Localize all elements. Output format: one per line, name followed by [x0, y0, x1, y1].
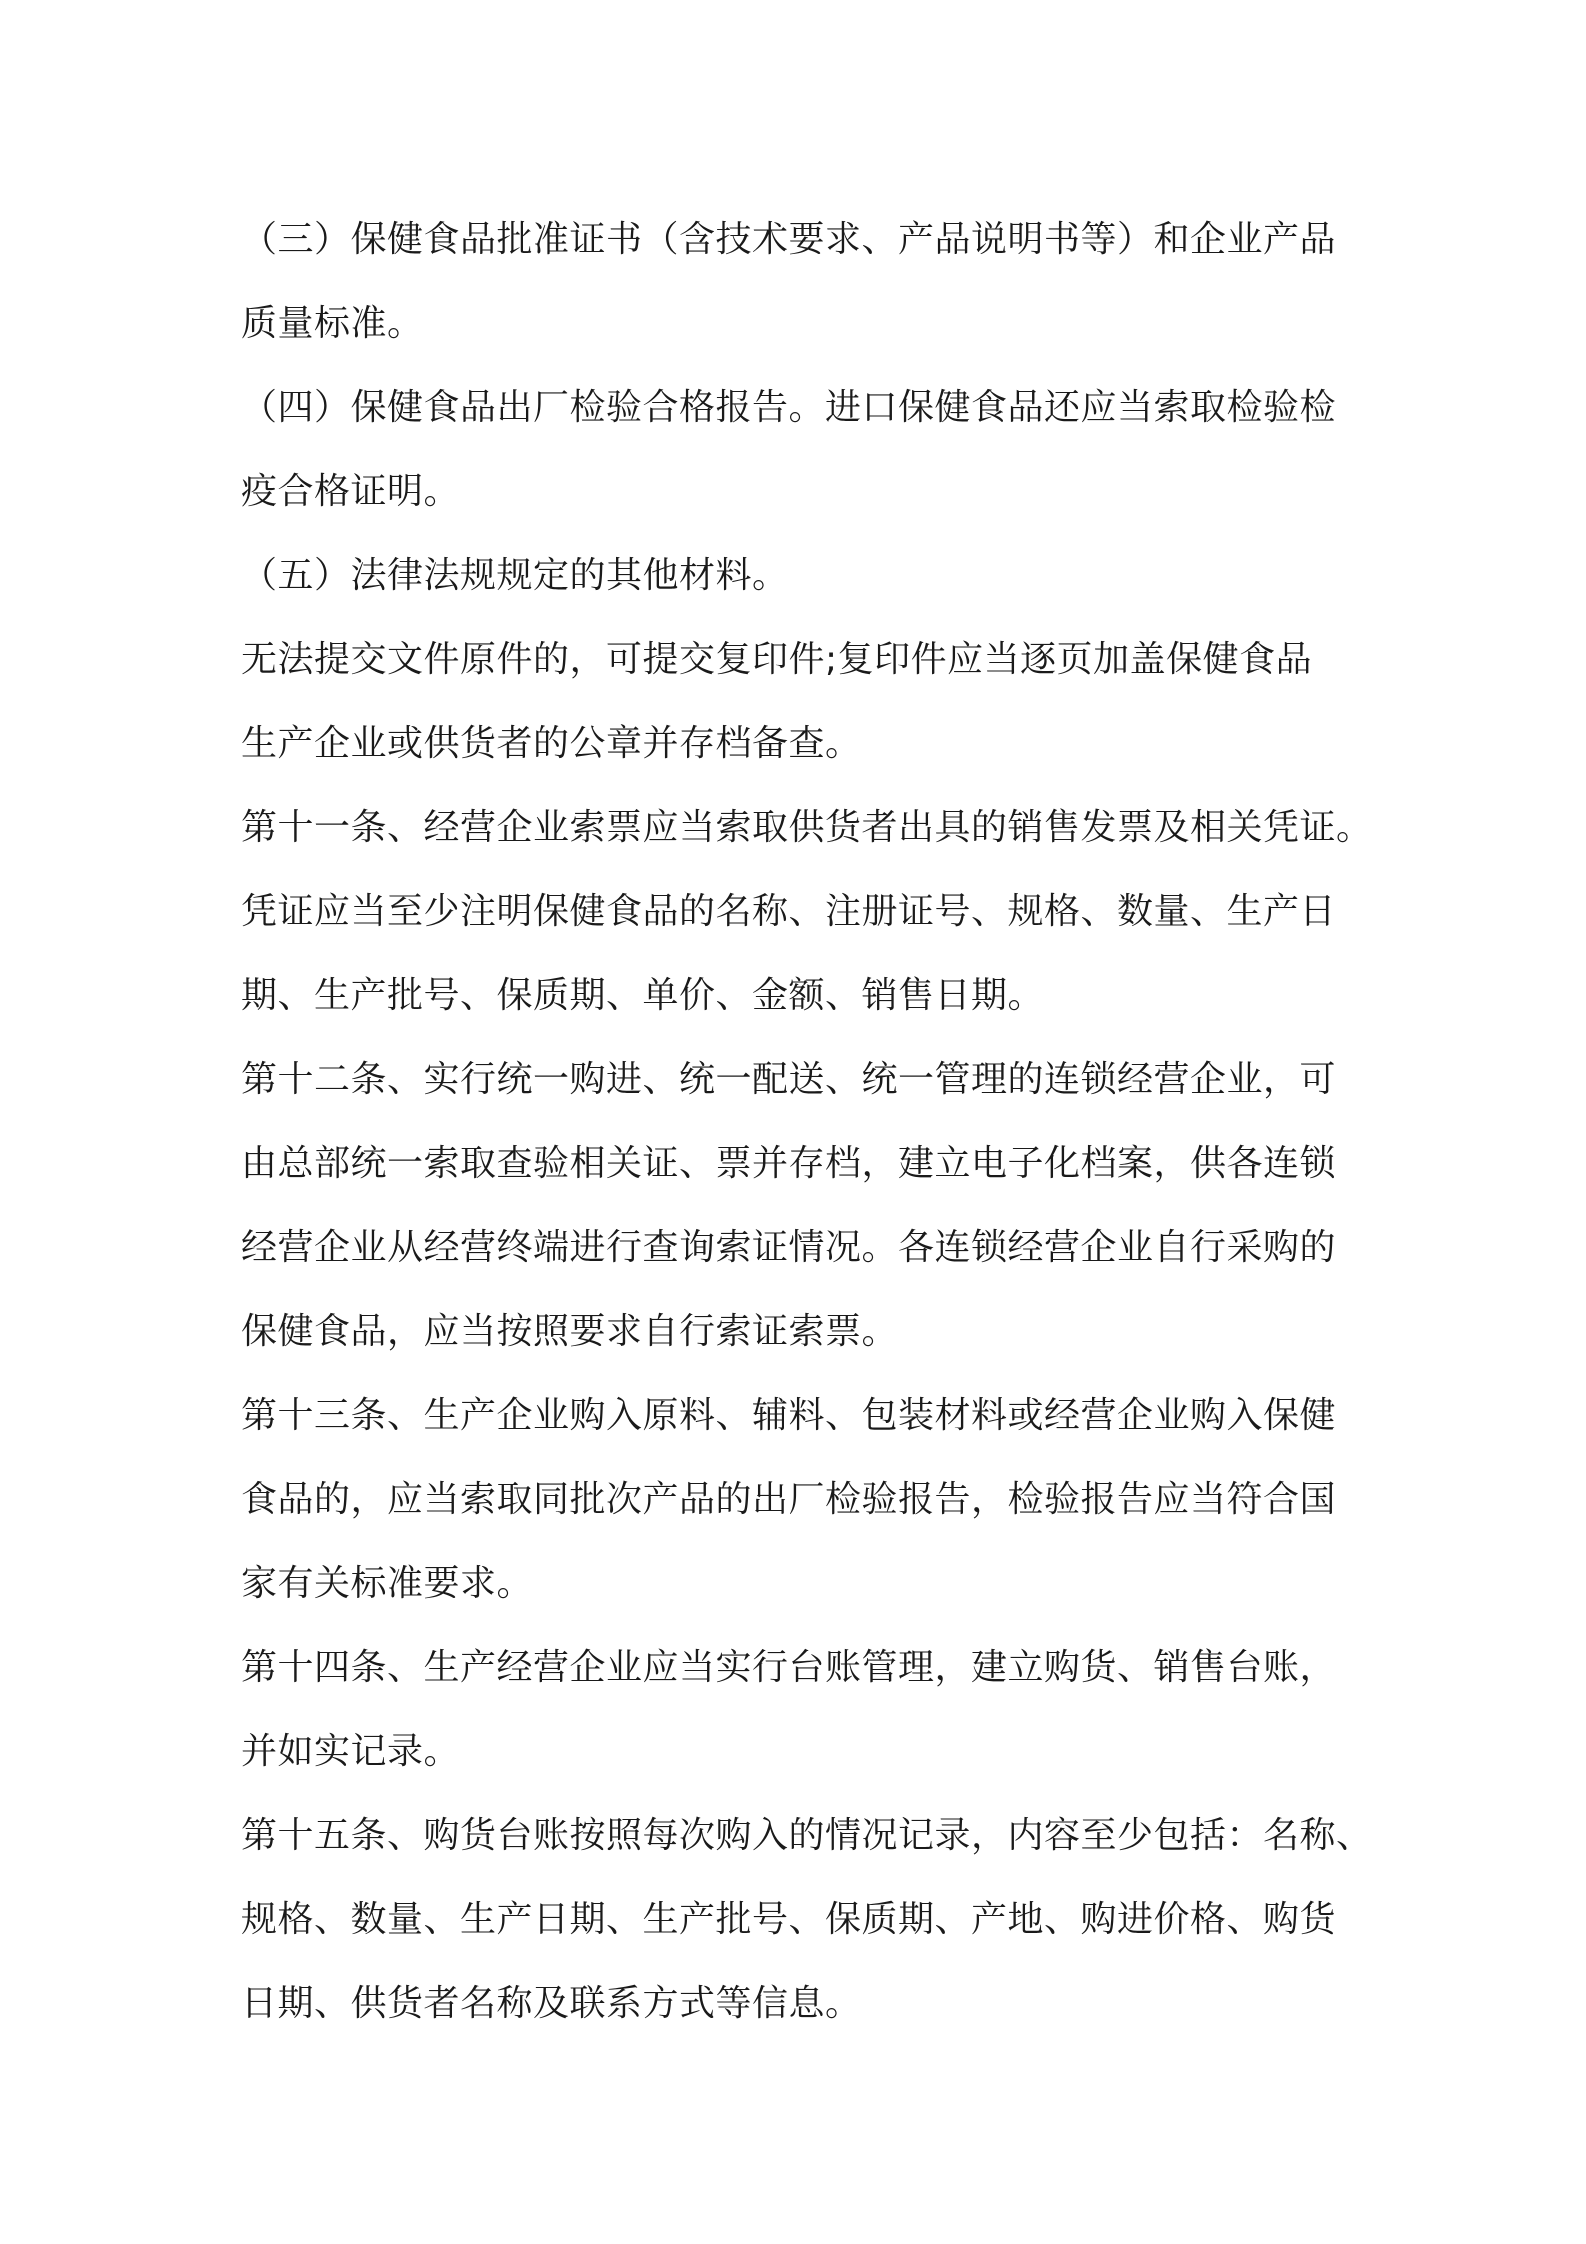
text-line: 质量标准。	[241, 303, 424, 344]
text-line: 生产企业或供货者的公章并存档备查。	[241, 723, 862, 764]
text-line: （四）保健食品出厂检验合格报告。进口保健食品还应当索取检验检	[241, 387, 1337, 428]
text-line: 第十五条、购货台账按照每次购入的情况记录，内容至少包括：名称、	[241, 1815, 1373, 1856]
paragraph-article-15	[241, 1794, 1373, 2046]
paragraph-article-13	[241, 1374, 1361, 1626]
text-line: 凭证应当至少注明保健食品的名称、注册证号、规格、数量、生产日	[241, 891, 1337, 932]
text-line: 无法提交文件原件的，可提交复印件;复印件应当逐页加盖保健食品	[241, 639, 1313, 680]
paragraph-item-5	[241, 534, 1361, 618]
paragraph-copies-note	[241, 618, 1361, 786]
text-line: 保健食品，应当按照要求自行索证索票。	[241, 1311, 899, 1352]
text-line: 并如实记录。	[241, 1731, 461, 1772]
text-line: 日期、供货者名称及联系方式等信息。	[241, 1983, 862, 2024]
text-line: 家有关标准要求。	[241, 1563, 534, 1604]
document-body	[241, 198, 1373, 2046]
text-line: 第十二条、实行统一购进、统一配送、统一管理的连锁经营企业，可	[241, 1059, 1337, 1100]
text-line: （三）保健食品批准证书（含技术要求、产品说明书等）和企业产品	[241, 219, 1337, 260]
text-line: 期、生产批号、保质期、单价、金额、销售日期。	[241, 975, 1045, 1016]
paragraph-item-3	[241, 198, 1361, 366]
paragraph-item-4	[241, 366, 1361, 534]
text-line: 经营企业从经营终端进行查询索证情况。各连锁经营企业自行采购的	[241, 1227, 1337, 1268]
text-line: （五）法律法规规定的其他材料。	[241, 555, 789, 596]
text-line: 疫合格证明。	[241, 471, 461, 512]
paragraph-article-12	[241, 1038, 1361, 1374]
text-line: 第十一条、经营企业索票应当索取供货者出具的销售发票及相关凭证。	[241, 807, 1373, 848]
text-line: 规格、数量、生产日期、生产批号、保质期、产地、购进价格、购货	[241, 1899, 1337, 1940]
text-line: 第十四条、生产经营企业应当实行台账管理，建立购货、销售台账，	[241, 1647, 1337, 1688]
paragraph-article-14	[241, 1626, 1361, 1794]
text-line: 第十三条、生产企业购入原料、辅料、包装材料或经营企业购入保健	[241, 1395, 1337, 1436]
paragraph-article-11	[241, 786, 1373, 1038]
text-line: 由总部统一索取查验相关证、票并存档，建立电子化档案，供各连锁	[241, 1143, 1337, 1184]
text-line: 食品的，应当索取同批次产品的出厂检验报告，检验报告应当符合国	[241, 1479, 1337, 1520]
